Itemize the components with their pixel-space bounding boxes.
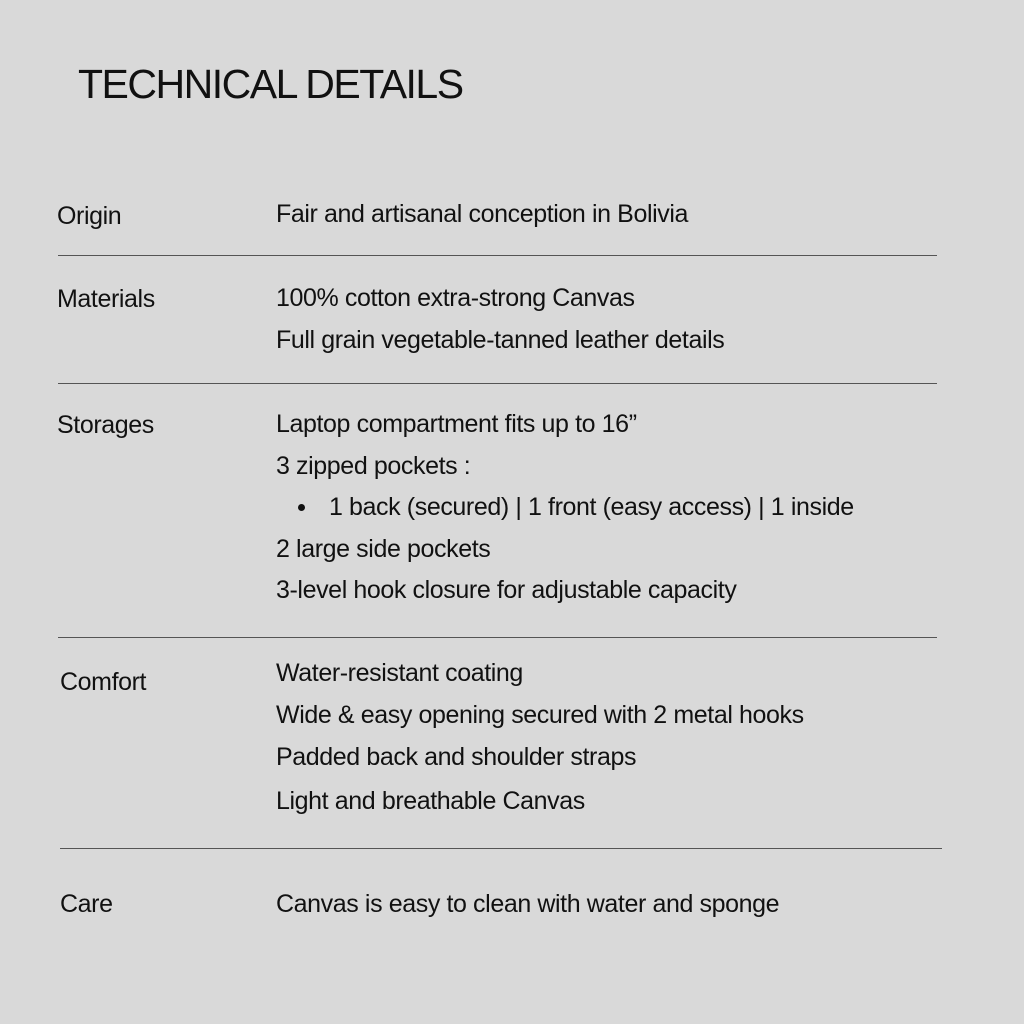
divider (58, 637, 937, 638)
origin-value: Fair and artisanal conception in Bolivia (276, 200, 689, 228)
divider (60, 848, 942, 849)
row-label-origin: Origin (57, 202, 122, 230)
comfort-value-2: Wide & easy opening secured with 2 metal hooks (276, 701, 804, 729)
comfort-value-1: Water-resistant coating (276, 659, 523, 687)
row-label-comfort: Comfort (60, 668, 147, 696)
divider (58, 255, 937, 256)
comfort-value-4: Light and breathable Canvas (276, 787, 585, 815)
storages-value-3: 1 back (secured) | 1 front (easy access) | 1 inside (329, 493, 854, 521)
materials-value-1: 100% cotton extra-strong Canvas (276, 284, 635, 312)
care-value: Canvas is easy to clean with water and sponge (276, 890, 780, 918)
materials-value-2: Full grain vegetable-tanned leather details (276, 326, 725, 354)
storages-value-1: Laptop compartment fits up to 16” (276, 410, 637, 438)
row-label-materials: Materials (57, 285, 155, 313)
storages-value-4: 2 large side pockets (276, 535, 491, 563)
storages-value-5: 3-level hook closure for adjustable capacity (276, 576, 737, 604)
comfort-value-3: Padded back and shoulder straps (276, 743, 637, 771)
divider (58, 383, 937, 384)
bullet-icon (298, 504, 305, 511)
page-title: TECHNICAL DETAILS (78, 61, 463, 107)
storages-value-2: 3 zipped pockets : (276, 452, 471, 480)
row-label-care: Care (60, 890, 113, 918)
row-label-storages: Storages (57, 411, 154, 439)
